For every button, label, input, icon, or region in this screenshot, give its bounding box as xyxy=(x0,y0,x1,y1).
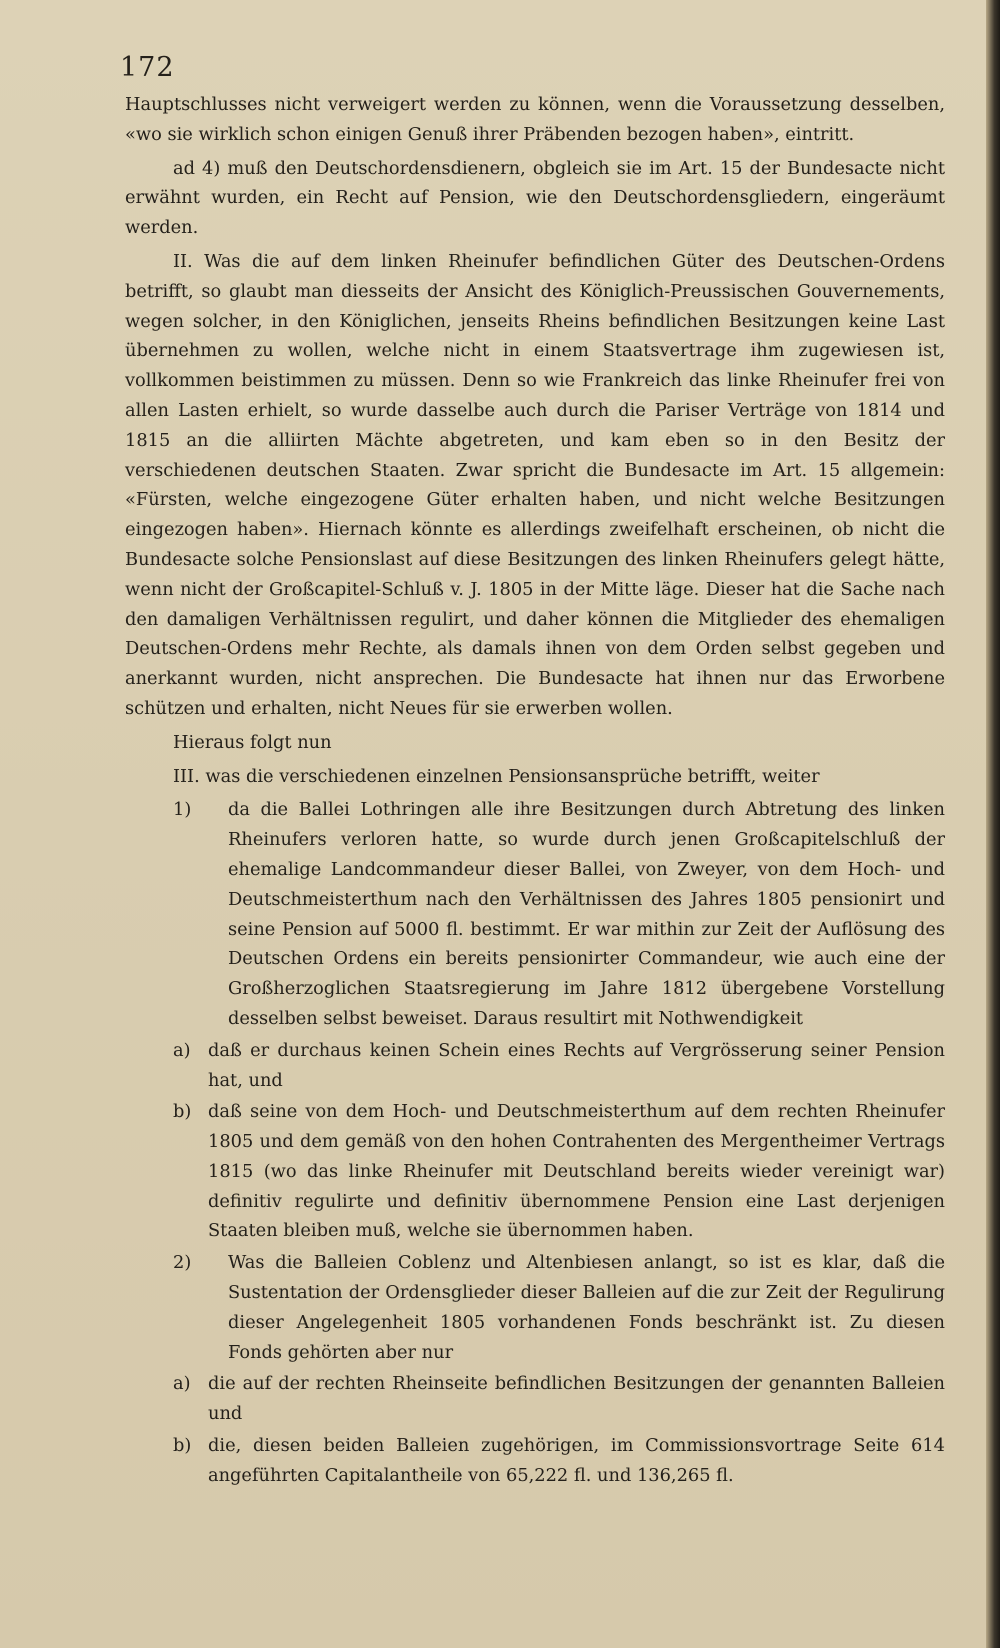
list-item-text: da die Ballei Lothringen alle ihre Besitzungen durch Abtretung des linken Rheinufers verloren hatte, so wurde durch jenen Großcapitelschluß der ehemalige Landcommandeur dieser Ballei, von Zweyer, von dem Hoch- und Deutschmeisterthum nach den Verhältnissen des Jahres 1805 pensionirt und seine Pension auf 5000 fl. bestimmt. Er war mithin zur Zeit der Auflösung des Deutschen Ordens ein bereits pensionirter Commandeur, wie auch eine der Großherzoglichen Staatsregierung im Jahre 1812 übergebene Vorstellung desselben selbst beweiset. Daraus resultirt mit Nothwendigkeit xyxy=(228,799,945,1029)
sub-item-text: daß er durchaus keinen Schein eines Rechts auf Vergrösserung seiner Pension hat, und xyxy=(208,1039,945,1091)
list-item-text: Was die Balleien Coblenz und Altenbiesen anlangt, so ist es klar, daß die Sustentation der Ordensglieder dieser Balleien auf die zur Zeit der Regulirung dieser Angelegenheit 1805 vorhandenen Fonds beschränkt ist. Zu diesen Fonds gehörten aber nur xyxy=(228,1252,945,1363)
sub-item-2b xyxy=(173,1431,945,1491)
sub-item-text: die auf der rechten Rheinseite befindlichen Besitzungen der genannten Balleien und xyxy=(208,1373,945,1425)
paragraph-hieraus: Hieraus folgt nun xyxy=(173,731,332,753)
sub-item-label: b) xyxy=(173,1101,192,1123)
sub-item-label: a) xyxy=(173,1039,191,1061)
sub-item-label: a) xyxy=(173,1373,191,1395)
sub-item-2a xyxy=(173,1369,945,1429)
page-edge-shadow xyxy=(986,0,1000,1648)
sub-item-text: daß seine von dem Hoch- und Deutschmeisterthum auf dem rechten Rheinufer 1805 und dem gemäß von den hohen Contrahenten des Mergentheimer Vertrags 1815 (wo das linke Rheinufer mit Deutschland bereits wieder vereinigt war) definitiv regulirte und definitiv übernommene Pension eine Last derjenigen Staaten bleiben muß, welche sie übernommen haben. xyxy=(208,1101,945,1242)
paragraph-hauptschluss: Hauptschlusses nicht verweigert werden zu können, wenn die Voraussetzung desselben, «wo sie wirklich schon einigen Genuß ihrer Präbenden bezogen haben», eintritt. xyxy=(125,94,945,145)
list-item-label: 1) xyxy=(173,799,192,821)
sub-item-1b xyxy=(173,1097,945,1246)
paragraph-ad-4: ad 4) muß den Deutschordensdienern, obgleich sie im Art. 15 der Bundesacte nicht erwähnt wurden, ein Recht auf Pension, wie den Deutschordensgliedern, eingeräumt werden. xyxy=(125,157,945,239)
sub-item-label: b) xyxy=(173,1435,192,1457)
sub-item-text: die, diesen beiden Balleien zugehörigen, im Commissionsvortrage Seite 614 angeführten Capitalantheile von 65,222 fl. und 136,265 fl. xyxy=(208,1435,945,1486)
list-item-2 xyxy=(173,1248,945,1367)
list-item-1 xyxy=(173,795,945,1033)
list-item-label: 2) xyxy=(173,1252,192,1274)
paragraph-section-ii: II. Was die auf dem linken Rheinufer befindlichen Güter des Deutschen-Ordens betrifft, so glaubt man diesseits der Ansicht des Königlich-Preussischen Gouvernements, wegen solcher, in den Königlichen, jenseits Rheins befindlichen Besitzungen keine Last übernehmen zu wollen, welche nicht in einem Staatsvertrage ihm zugewiesen ist, vollkommen beistimmen zu müssen. Denn so wie Frankreich das linke Rheinufer frei von allen Lasten erhielt, so wurde dasselbe auch durch die Pariser Verträge von 1814 und 1815 an die alliirten Mächte abgetreten, und kam eben so in den Besitz der verschiedenen deutschen Staaten. Zwar spricht die Bundesacte im Art. 15 allgemein: «Fürsten, welche eingezogene Güter erhalten haben, und nicht welche Besitzungen eingezogen haben». Hiernach könnte es allerdings zweifelhaft erscheinen, ob nicht die Bundesacte solche Pensionslast auf diese Besitzungen des linken Rheinufers gelegt hätte, wenn nicht der Großcapitel-Schluß v. J. 1805 in der Mitte läge. Dieser hat die Sache nach den damaligen Verhältnissen regulirt, und daher können die Mitglieder des ehemaligen Deutschen-Ordens mehr Rechte, als damals ihnen von dem Orden selbst gegeben und anerkannt wurden, nicht ansprechen. Die Bundesacte hat ihnen nur das Erworbene schützen und erhalten, nicht Neues für sie erwerben wollen. xyxy=(125,250,945,719)
sub-item-1a xyxy=(173,1036,945,1096)
page-number: 172 xyxy=(120,52,175,83)
paragraph-section-iii: III. was die verschiedenen einzelnen Pensionsansprüche betrifft, weiter xyxy=(173,765,820,787)
page-body xyxy=(125,90,945,1493)
